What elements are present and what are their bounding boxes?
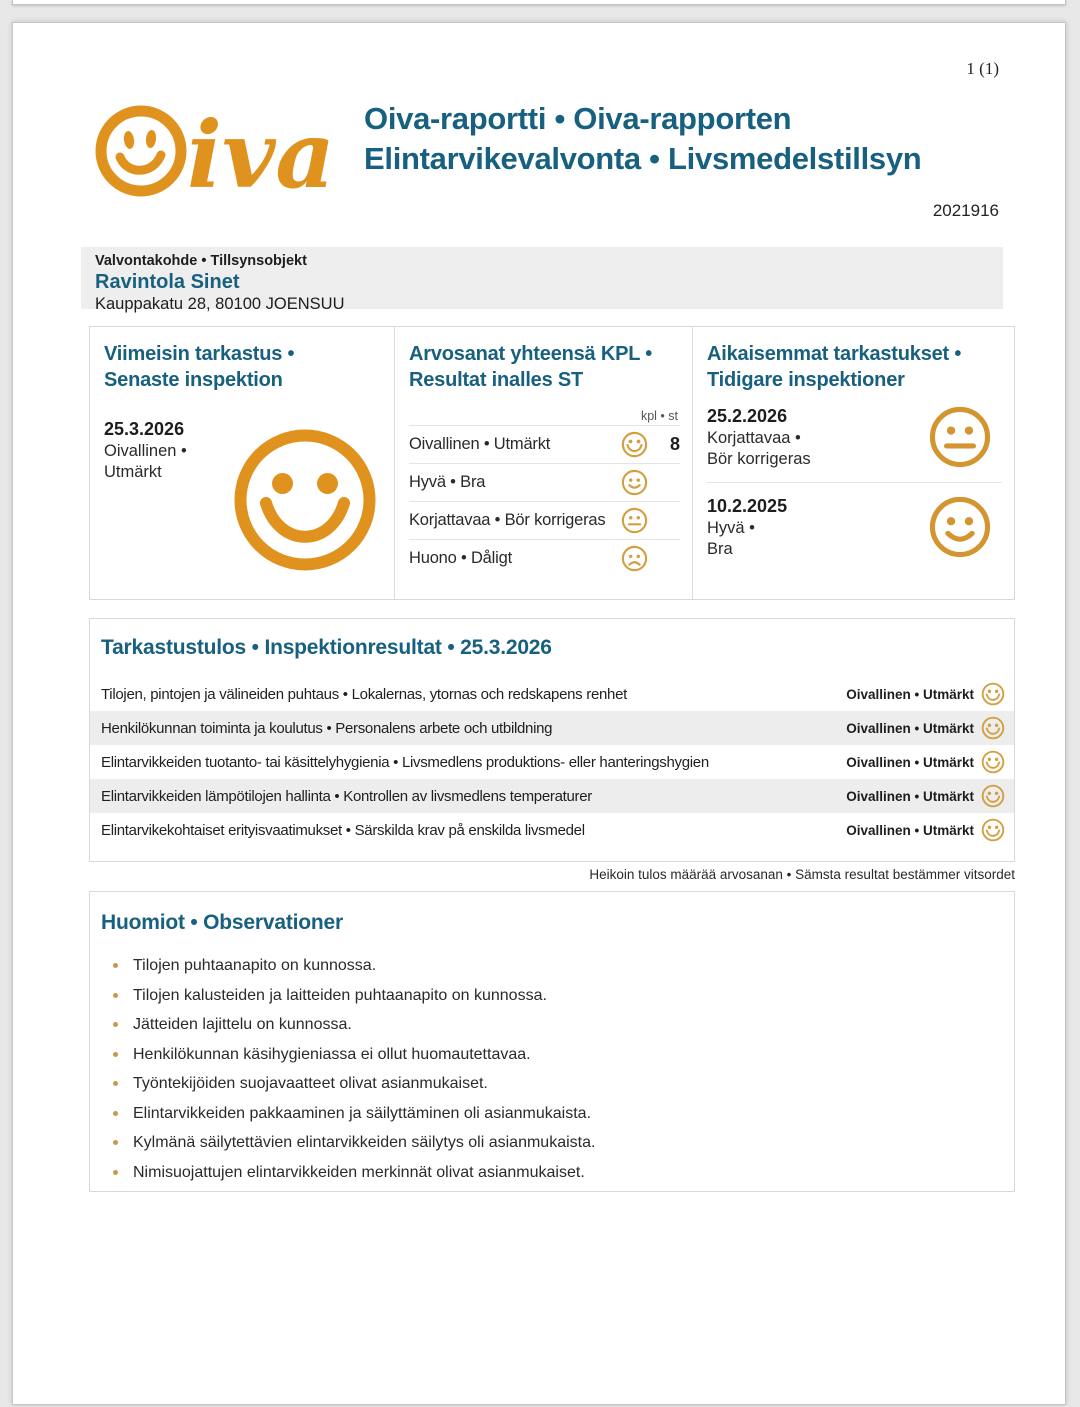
- smiley-excellent-icon: [981, 784, 1005, 808]
- smiley-excellent-icon: [230, 425, 380, 575]
- supervision-target-name: Ravintola Sinet: [95, 271, 240, 293]
- previous-inspection-grade-line2: Bör korrigeras: [707, 450, 811, 468]
- result-label: Elintarvikkeiden lämpötilojen hallinta • Kontrollen av livsmedlens temperaturer: [101, 787, 592, 805]
- report-title-line2: Elintarvikevalvonta • Livsmedelstillsyn: [364, 141, 922, 176]
- face-sad-icon: [621, 545, 648, 572]
- previous-inspection-date: 25.2.2026: [707, 406, 788, 426]
- latest-inspection-column: [90, 327, 395, 599]
- grade-count: 8: [669, 434, 680, 454]
- observation-text: Kylmänä säilytettävien elintarvikkeiden säilytys oli asianmukaista.: [133, 1134, 596, 1151]
- bullet-dot-icon: [113, 1140, 118, 1145]
- previous-inspections-column: [693, 327, 1014, 599]
- grade-label: Hyvä • Bra: [409, 473, 486, 491]
- result-row: [90, 745, 1014, 779]
- supervision-target-label: Valvontakohde • Tillsynsobjekt: [95, 253, 307, 269]
- bullet-dot-icon: [113, 1081, 118, 1086]
- bullet-dot-icon: [113, 1022, 118, 1027]
- bullet-dot-icon: [113, 1052, 118, 1057]
- observation-text: Tilojen puhtaanapito on kunnossa.: [133, 957, 377, 974]
- result-label: Elintarvikekohtaiset erityisvaatimukset • Särskilda krav på enskilda livsmedel: [101, 821, 585, 839]
- bullet-dot-icon: [113, 963, 118, 968]
- grade-total-row: [409, 425, 680, 463]
- result-label: Tilojen, pintojen ja välineiden puhtaus • Lokalernas, ytornas och redskapens renhet: [101, 685, 627, 703]
- smiley-excellent-icon: [981, 716, 1005, 740]
- previous-page-edge: [12, 0, 1066, 5]
- smiley-good-icon: [928, 495, 992, 559]
- latest-inspection-heading: [104, 341, 382, 393]
- observation-text: Henkilökunnan käsihygieniassa ei ollut huomautettavaa.: [133, 1045, 531, 1063]
- observation-item: [101, 1133, 994, 1152]
- observation-text: Työntekijöiden suojavaatteet olivat asianmukaiset.: [133, 1075, 488, 1092]
- oiva-logo-icon: [87, 91, 335, 203]
- result-label: Henkilökunnan toiminta ja koulutus • Personalens arbete och utbildning: [101, 719, 553, 737]
- page-number: 1 (1): [966, 59, 999, 78]
- observation-item: [101, 1104, 994, 1123]
- inspection-results-rows: [90, 677, 1014, 847]
- results-footnote: Heikoin tulos määrää arvosanan • Sämsta resultat bestämmer vitsordet: [589, 867, 1015, 882]
- previous-inspection-grade-line1: Korjattavaa •: [707, 429, 801, 447]
- previous-inspection-grade-line1: Hyvä •: [707, 519, 755, 537]
- result-grade: Oivallinen • Utmärkt: [846, 788, 974, 804]
- smiley-excellent-icon: [981, 750, 1005, 774]
- supervision-target-band: [81, 247, 1003, 313]
- grade-totals-column: [395, 327, 693, 599]
- latest-inspection-heading-line2: Senaste inspektion: [104, 369, 283, 391]
- result-grade: Oivallinen • Utmärkt: [846, 754, 974, 770]
- result-row: [90, 677, 1014, 711]
- report-title: [364, 99, 921, 179]
- previous-inspection-grade-line2: Bra: [707, 540, 733, 558]
- bullet-dot-icon: [113, 993, 118, 998]
- latest-inspection-grade-line2: Utmärkt: [104, 463, 162, 481]
- previous-inspections-heading-line1: Aikaisemmat tarkastukset •: [707, 343, 962, 365]
- smiley-excellent-icon: [981, 682, 1005, 706]
- unit-label: kpl • st: [640, 409, 678, 423]
- bullet-dot-icon: [113, 1170, 118, 1175]
- observations-box: [89, 891, 1015, 1192]
- logo-word-rest: iva: [187, 101, 335, 203]
- observation-text: Nimisuojattujen elintarvikkeiden merkinnät olivat asianmukaiset.: [133, 1163, 585, 1181]
- result-grade: Oivallinen • Utmärkt: [846, 686, 974, 702]
- face-neutral-icon: [928, 405, 992, 469]
- grade-total-row: [409, 539, 680, 577]
- result-row: [90, 779, 1014, 813]
- previous-inspections-heading-line2: Tidigare inspektioner: [707, 369, 905, 391]
- observation-item: [101, 1074, 994, 1093]
- observation-item: [101, 1015, 994, 1034]
- previous-inspection-entry: [707, 393, 1002, 482]
- observation-item: [101, 956, 994, 975]
- result-grade: Oivallinen • Utmärkt: [846, 822, 974, 838]
- grade-label: Huono • Dåligt: [409, 549, 512, 567]
- smiley-good-icon: [621, 469, 648, 496]
- grade-label: Korjattavaa • Bör korrigeras: [409, 511, 606, 529]
- grade-totals-heading: [409, 341, 680, 393]
- result-label: Elintarvikkeiden tuotanto- tai käsittelyhygienia • Livsmedlens produktions- eller hanteringshygien: [101, 753, 709, 771]
- inspection-results-heading: Tarkastustulos • Inspektionresultat • 25.3.2026: [101, 636, 552, 659]
- observation-text: Jätteiden lajittelu on kunnossa.: [133, 1016, 352, 1033]
- observation-item: [101, 986, 994, 1005]
- inspection-results-box: [89, 618, 1015, 862]
- latest-inspection-grade-line1: Oivallinen •: [104, 442, 187, 460]
- report-title-line1: Oiva-raportti • Oiva-rapporten: [364, 101, 792, 136]
- result-row: [90, 813, 1014, 847]
- grade-total-row: [409, 463, 680, 501]
- previous-inspections-heading: [707, 341, 1002, 393]
- observation-text: Tilojen kalusteiden ja laitteiden puhtaanapito on kunnossa.: [133, 986, 547, 1004]
- face-neutral-icon: [621, 507, 648, 534]
- smiley-excellent-icon: [621, 431, 648, 458]
- result-row: [90, 711, 1014, 745]
- observations-heading: Huomiot • Observationer: [101, 911, 343, 934]
- smiley-excellent-icon: [981, 818, 1005, 842]
- observation-text: Elintarvikkeiden pakkaaminen ja säilyttäminen oli asianmukaista.: [133, 1104, 592, 1122]
- grade-totals-heading-line2: Resultat inalles ST: [409, 369, 584, 391]
- grade-total-row: [409, 501, 680, 539]
- previous-inspection-date: 10.2.2025: [707, 496, 788, 516]
- observation-item: [101, 1045, 994, 1064]
- report-number: 2021916: [932, 201, 999, 220]
- grade-totals-heading-line1: Arvosanat yhteensä KPL •: [409, 343, 653, 365]
- grade-label: Oivallinen • Utmärkt: [409, 435, 551, 453]
- observation-item: [101, 1163, 994, 1182]
- latest-inspection-date: 25.3.2026: [104, 419, 185, 439]
- previous-inspection-entry: [707, 482, 1002, 572]
- summary-box: [89, 326, 1015, 600]
- bullet-dot-icon: [113, 1111, 118, 1116]
- report-page: [12, 22, 1066, 1405]
- observations-list: [101, 956, 994, 1182]
- result-grade: Oivallinen • Utmärkt: [846, 720, 974, 736]
- supervision-target-address: Kauppakatu 28, 80100 JOENSUU: [95, 295, 345, 313]
- latest-inspection-heading-line1: Viimeisin tarkastus •: [104, 343, 295, 365]
